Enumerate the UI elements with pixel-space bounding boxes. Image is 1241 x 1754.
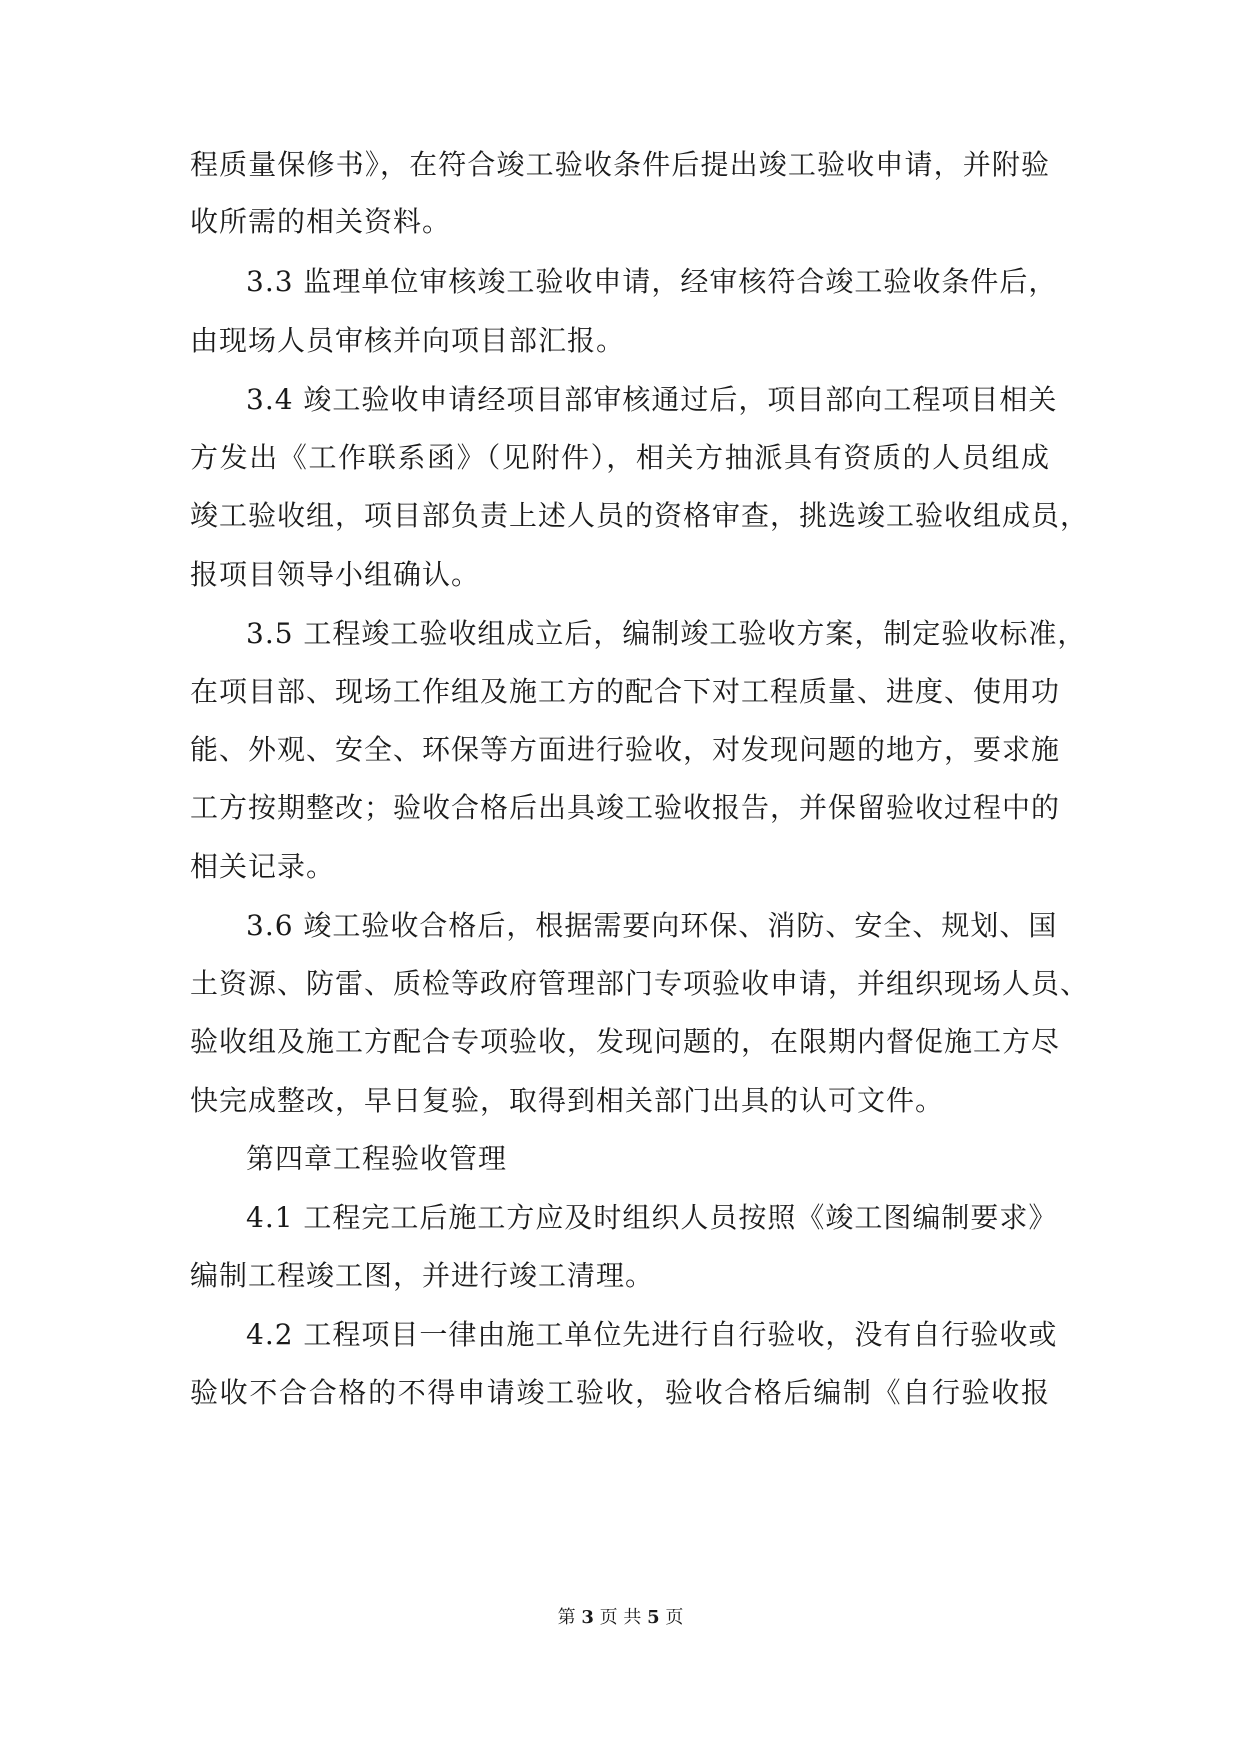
footer-middle: 页 共 — [599, 1607, 642, 1628]
text-line: 收所需的相关资料。 — [190, 205, 452, 238]
text-line: 4.1 工程完工后施工方应及时组织人员按照《竣工图编制要求》 — [246, 1201, 1058, 1234]
text-line: 3.3 监理单位审核竣工验收申请，经审核符合竣工验收条件后， — [246, 265, 1058, 298]
text-line: 验收不合合格的不得申请竣工验收，验收合格后编制《自行验收报 — [190, 1376, 1050, 1409]
text-line: 3.4 竣工验收申请经项目部审核通过后，项目部向工程项目相关 — [246, 383, 1058, 416]
text-line: 3.6 竣工验收合格后，根据需要向环保、消防、安全、规划、国 — [246, 909, 1058, 942]
total-page-number: 5 — [647, 1607, 660, 1628]
footer-prefix: 第 — [557, 1607, 576, 1628]
text-line: 土资源、防雷、质检等政府管理部门专项验收申请，并组织现场人员、 — [190, 967, 1090, 1000]
text-line: 3.5 工程竣工验收组成立后，编制竣工验收方案，制定验收标准， — [246, 617, 1087, 650]
text-line: 验收组及施工方配合专项验收，发现问题的，在限期内督促施工方尽 — [190, 1025, 1061, 1058]
text-line: 方发出《工作联系函》（见附件），相关方抽派具有资质的人员组成 — [190, 441, 1050, 474]
text-line: 4.2 工程项目一律由施工单位先进行自行验收，没有自行验收或 — [246, 1318, 1058, 1351]
text-line: 在项目部、现场工作组及施工方的配合下对工程质量、进度、使用功 — [190, 675, 1061, 708]
text-line: 快完成整改，早日复验，取得到相关部门出具的认可文件。 — [190, 1084, 945, 1117]
text-line: 程质量保修书》，在符合竣工验收条件后提出竣工验收申请，并附验 — [190, 148, 1050, 181]
text-line: 竣工验收组，项目部负责上述人员的资格审查，挑选竣工验收组成员， — [190, 499, 1090, 532]
text-line: 相关记录。 — [190, 850, 336, 883]
chapter-heading: 第四章工程验收管理 — [246, 1142, 508, 1175]
text-line: 报项目领导小组确认。 — [190, 558, 481, 591]
text-line: 由现场人员审核并向项目部汇报。 — [190, 324, 626, 357]
text-line: 工方按期整改；验收合格后出具竣工验收报告，并保留验收过程中的 — [190, 791, 1061, 824]
text-line: 编制工程竣工图，并进行竣工清理。 — [190, 1259, 655, 1292]
current-page-number: 3 — [581, 1607, 594, 1628]
page-footer — [0, 1606, 1241, 1630]
text-line: 能、外观、安全、环保等方面进行验收，对发现问题的地方，要求施 — [190, 733, 1061, 766]
footer-suffix: 页 — [665, 1607, 684, 1628]
